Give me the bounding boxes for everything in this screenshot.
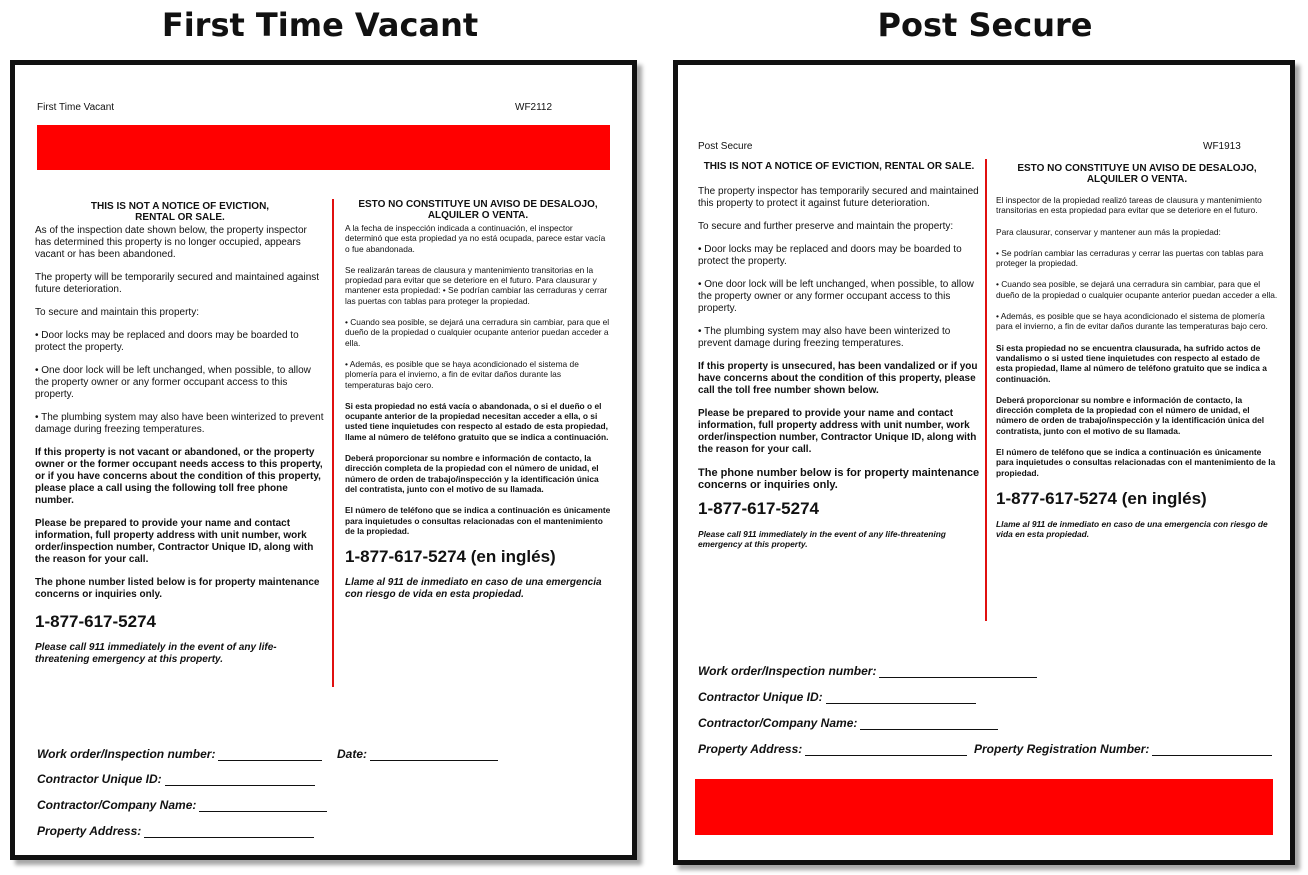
- paragraph: • Door locks may be replaced and doors may be boarded to protect the property.: [698, 244, 962, 267]
- property-address-field[interactable]: [698, 742, 967, 756]
- english-column: [698, 161, 980, 550]
- field-label: Work order/Inspection number:: [37, 747, 216, 761]
- bold-paragraph: If this property is not vacant or abandoned, or the property owner or the former occupant needs access to this property, or if you have concerns about the condition of this property, please place a call using the following toll free phone number.: [35, 447, 323, 506]
- spanish-column: [345, 199, 611, 601]
- phone-number-spanish: 1-877-617-5274 (en inglés): [996, 488, 1207, 508]
- doc-header-code: WF2112: [515, 102, 553, 113]
- bold-paragraph: Si esta propiedad no está vacía o abandonada, o si el dueño o el ocupante anterior de la propiedad necesitan acceder a ella, o si usted tiene inquietudes con respecto al estado de esta propiedad, llame al número de teléfono gratuito que se indica a continuación.: [345, 400, 609, 442]
- phone-note: The phone number below is for property maintenance concerns or inquiries only.: [698, 467, 980, 491]
- company-name-field[interactable]: [37, 798, 327, 812]
- field-underline[interactable]: [199, 799, 327, 812]
- work-order-field[interactable]: [698, 664, 1037, 678]
- column-divider: [332, 199, 334, 687]
- field-underline[interactable]: [826, 691, 976, 704]
- field-label: Property Registration Number:: [974, 742, 1150, 756]
- emergency-note: Please call 911 immediately in the event of any life-threatening emergency at this property.: [35, 642, 277, 665]
- paragraph: • The plumbing system may also have been winterized to prevent damage during freezing temperatures.: [698, 326, 951, 349]
- doc-header-title: First Time Vacant: [37, 102, 115, 113]
- field-underline[interactable]: [805, 743, 967, 756]
- paragraph: • Cuando sea posible, se dejará una cerradura sin cambiar, para que el dueño de la propiedad o cualquier ocupante anterior puedan acceder a ella.: [996, 279, 1278, 300]
- paragraph: • One door lock will be left unchanged, when possible, to allow the property owner or any former occupant access to this property.: [698, 279, 974, 314]
- contractor-id-field[interactable]: [698, 690, 976, 704]
- paragraph: • Además, es posible que se haya acondicionado el sistema de plomería para el invierno, a fin de evitar daños durante las temperaturas bajo cero.: [345, 358, 579, 390]
- field-label: Contractor/Company Name:: [698, 716, 858, 730]
- paragraph: To secure and further preserve and maintain the property:: [698, 221, 954, 232]
- paragraph: The property will be temporarily secured and maintained against future deterioration.: [35, 272, 320, 295]
- paragraph: • Además, es posible que se haya acondicionado el sistema de plomería para el invierno, a fin de evitar daños durante las temperaturas bajo cero.: [996, 311, 1268, 332]
- first-time-vacant-notice: [10, 60, 637, 860]
- bold-paragraph: Deberá proporcionar su nombre e información de contacto, la dirección completa de la propiedad con el número de unidad, el número de orden de trabajo/inspección y la identificación única del contratista, junto con el motivo de su llamada.: [345, 453, 599, 494]
- emergency-note-spanish: Llame al 911 de inmediato en caso de una emergencia con riesgo de vida en esta propiedad.: [996, 518, 1268, 540]
- spanish-column: [996, 163, 1278, 540]
- field-label: Contractor Unique ID:: [698, 690, 823, 704]
- field-underline[interactable]: [879, 665, 1037, 678]
- bold-paragraph: Please be prepared to provide your name and contact information, full property address with unit number, work order/inspection number, Contractor Unique ID, along with the reason for your call.: [698, 408, 977, 455]
- contractor-id-field[interactable]: [37, 772, 315, 786]
- english-title: THIS IS NOT A NOTICE OF EVICTION, RENTAL OR SALE.: [703, 161, 975, 172]
- field-label: Contractor/Company Name:: [37, 798, 197, 812]
- phone-number-spanish: 1-877-617-5274 (en inglés): [345, 547, 556, 567]
- bold-paragraph: Si esta propiedad no se encuentra clausurada, ha sufrido actos de vandalismo o si usted tiene inquietudes con respecto al estado de esta propiedad, llame al número de teléfono gratuito que se indica a continuación.: [996, 342, 1267, 384]
- paragraph: To secure and maintain this property:: [35, 307, 199, 318]
- field-label: Property Address:: [698, 742, 803, 756]
- left-heading: First Time Vacant: [161, 6, 479, 44]
- column-divider: [985, 159, 987, 621]
- bold-paragraph: Deberá proporcionar su nombre e información de contacto, la dirección completa de la propiedad con el número de unidad, el número de orden de trabajo/inspección y la identificación única del contratista, junto con el motivo de su llamada.: [996, 394, 1265, 436]
- bold-paragraph: El número de teléfono que se indica a continuación es únicamente para inquietudes o consultas relacionadas con el mantenimiento de la propiedad.: [996, 447, 1276, 478]
- phone-number: 1-877-617-5274: [698, 499, 819, 518]
- bold-paragraph: If this property is unsecured, has been vandalized or if you have concerns about the condition of this property, please call the toll free number shown below.: [698, 361, 978, 396]
- post-secure-notice: [673, 60, 1295, 865]
- field-label: Property Address:: [37, 824, 142, 838]
- paragraph: As of the inspection date shown below, the property inspector has determined this property is no longer occupied, appears vacant or has been abandoned.: [35, 225, 307, 260]
- bold-paragraph: El número de teléfono que se indica a continuación es únicamente para inquietudes o consultas relacionadas con el mantenimiento de la propiedad.: [345, 505, 611, 536]
- registration-number-field[interactable]: [974, 742, 1272, 756]
- field-underline[interactable]: [370, 748, 498, 761]
- paragraph: • Door locks may be replaced and doors may be boarded to protect the property.: [35, 330, 299, 353]
- red-banner: [37, 125, 610, 170]
- emergency-note-spanish: Llame al 911 de inmediato en caso de una emergencia con riesgo de vida en esta propiedad.: [345, 577, 602, 601]
- field-underline[interactable]: [165, 773, 315, 786]
- property-address-field[interactable]: [37, 824, 314, 838]
- work-order-field[interactable]: [37, 747, 322, 761]
- paragraph: El inspector de la propiedad realizó tareas de clausura y mantenimiento transitorias en esta propiedad para evitar que se deteriore en el futuro.: [996, 195, 1262, 216]
- date-field[interactable]: [337, 747, 498, 761]
- english-column: [35, 201, 325, 666]
- field-label: Contractor Unique ID:: [37, 772, 162, 786]
- paragraph: • One door lock will be left unchanged, when possible, to allow the property owner or any former occupant access to this property.: [35, 365, 311, 400]
- paragraph: • Se podrían cambiar las cerraduras y cerrar las puertas con tablas para proteger la propiedad.: [996, 247, 1264, 269]
- field-underline[interactable]: [144, 825, 314, 838]
- doc-header-title: Post Secure: [698, 141, 753, 152]
- bold-paragraph: Please be prepared to provide your name and contact information, full property address with unit number, work order/inspection number, Contractor Unique ID, along with the reason for your call.: [35, 518, 314, 565]
- field-underline[interactable]: [1152, 743, 1272, 756]
- paragraph: • Cuando sea posible, se dejará una cerradura sin cambiar, para que el dueño de la propiedad o cualquier ocupante anterior puedan acceder a ella.: [345, 317, 610, 348]
- paragraph: • The plumbing system may also have been winterized to prevent damage during freezing temperatures.: [35, 412, 324, 435]
- phone-number: 1-877-617-5274: [35, 612, 156, 631]
- spanish-title: ESTO NO CONSTITUYE UN AVISO DE DESALOJO, ALQUILER O VENTA.: [1017, 163, 1257, 185]
- bold-paragraph: The phone number listed below is for property maintenance concerns or inquiries only.: [35, 577, 320, 600]
- paragraph: The property inspector has temporarily secured and maintained this property to protect it against future deterioration.: [698, 186, 979, 209]
- paragraph: Para clausurar, conservar y mantener aun más la propiedad:: [996, 226, 1221, 237]
- field-underline[interactable]: [218, 748, 322, 761]
- emergency-note: Please call 911 immediately in the event of any life-threatening emergency at this property.: [698, 529, 946, 550]
- right-heading: Post Secure: [877, 6, 1093, 44]
- field-label: Work order/Inspection number:: [698, 664, 877, 678]
- paragraph: A la fecha de inspección indicada a continuación, el inspector determinó que esta propiedad ya no está ocupada, parece estar vacía o fue abandonada.: [345, 223, 606, 254]
- company-name-field[interactable]: [698, 716, 998, 730]
- field-underline[interactable]: [860, 717, 998, 730]
- doc-header-code: WF1913: [1203, 141, 1241, 152]
- paragraph: Se realizarán tareas de clausura y mantenimiento transitorias en la propiedad para evitar que se deteriore en el futuro. Para clausurar y mantener esta propiedad: • Se podrían cambiar las cerraduras y cerrar las puertas con tablas para proteger la propiedad.: [345, 264, 608, 306]
- spanish-title: ESTO NO CONSTITUYE UN AVISO DE DESALOJO, ALQUILER O VENTA.: [358, 199, 598, 221]
- english-title: THIS IS NOT A NOTICE OF EVICTION, RENTAL OR SALE.: [90, 201, 270, 223]
- red-banner: [695, 779, 1273, 835]
- field-label: Date:: [337, 747, 368, 761]
